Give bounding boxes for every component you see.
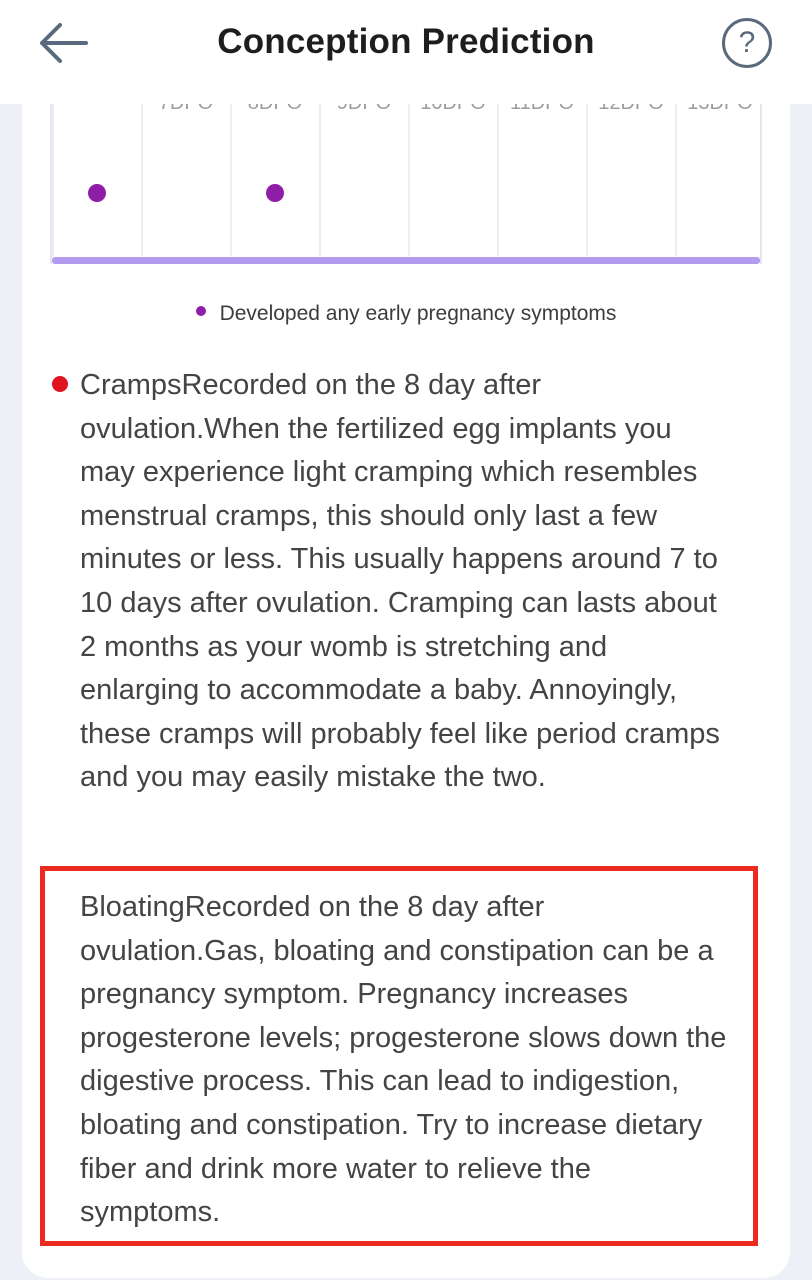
chart-point	[266, 184, 284, 202]
symptom-note-bloating: BloatingRecorded on the 8 day after ovulation.Gas, bloating and constipation can be a pregnancy symptom. Pregnancy increases progesterone levels; progesterone slows down the digestive process. This can lead to indigestion, bloating and constipation. Try to increase dietary fiber and drink more water to relieve the symptoms.	[80, 891, 727, 1229]
chart-baseline	[52, 257, 760, 264]
page-title: Conception Prediction	[217, 22, 595, 61]
question-mark-icon: ?	[738, 26, 756, 59]
chart-legend	[0, 302, 812, 326]
symptom-note-cramps: CrampsRecorded on the 8 day after ovulation.When the fertilized egg implants you may experience light cramping which resembles menstrual cramps, this should only last a few minutes or less. This usually happens around 7 to 10 days after ovulation. Cramping can lasts about 2 months as your womb is stretching and enlarging to accommodate a baby. Annoyingly, these cramps will probably feel like period cramps and you may easily mistake the two.	[80, 369, 720, 794]
top-app-bar	[0, 0, 812, 104]
legend-dot-icon	[196, 306, 206, 316]
highlight-box	[40, 866, 758, 1246]
chart-point	[88, 184, 106, 202]
help-button[interactable]	[722, 18, 772, 68]
cramps-marker-dot	[52, 376, 68, 392]
legend-label: Developed any early pregnancy symptoms	[219, 302, 617, 325]
